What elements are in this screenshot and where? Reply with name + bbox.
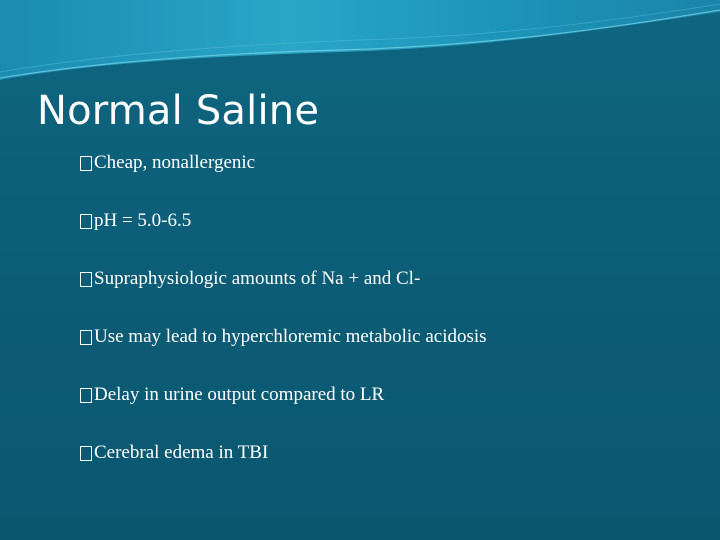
bullet-text: Delay in urine output compared to LR [94, 384, 385, 405]
bullet-box-icon [80, 388, 92, 403]
bullet-text: Supraphysiologic amounts of Na + and Cl- [94, 268, 421, 289]
bullet-box-icon [80, 446, 92, 461]
bullet-text: Cerebral edema in TBI [94, 442, 269, 463]
bullet-box-icon [80, 156, 92, 171]
bullet-item [80, 326, 700, 384]
bullet-item [80, 384, 700, 442]
bullet-text: Use may lead to hyperchloremic metabolic acidosis [94, 326, 487, 347]
bullet-list [80, 152, 700, 500]
bullet-box-icon [80, 330, 92, 345]
bullet-box-icon [80, 214, 92, 229]
slide-title: Normal Saline [37, 88, 320, 134]
header-wave-graphic [0, 0, 720, 90]
bullet-item [80, 152, 700, 210]
bullet-item [80, 442, 700, 500]
bullet-text: Cheap, nonallergenic [94, 152, 256, 173]
bullet-box-icon [80, 272, 92, 287]
bullet-text: pH = 5.0-6.5 [94, 210, 192, 231]
bullet-item [80, 268, 700, 326]
bullet-item [80, 210, 700, 268]
